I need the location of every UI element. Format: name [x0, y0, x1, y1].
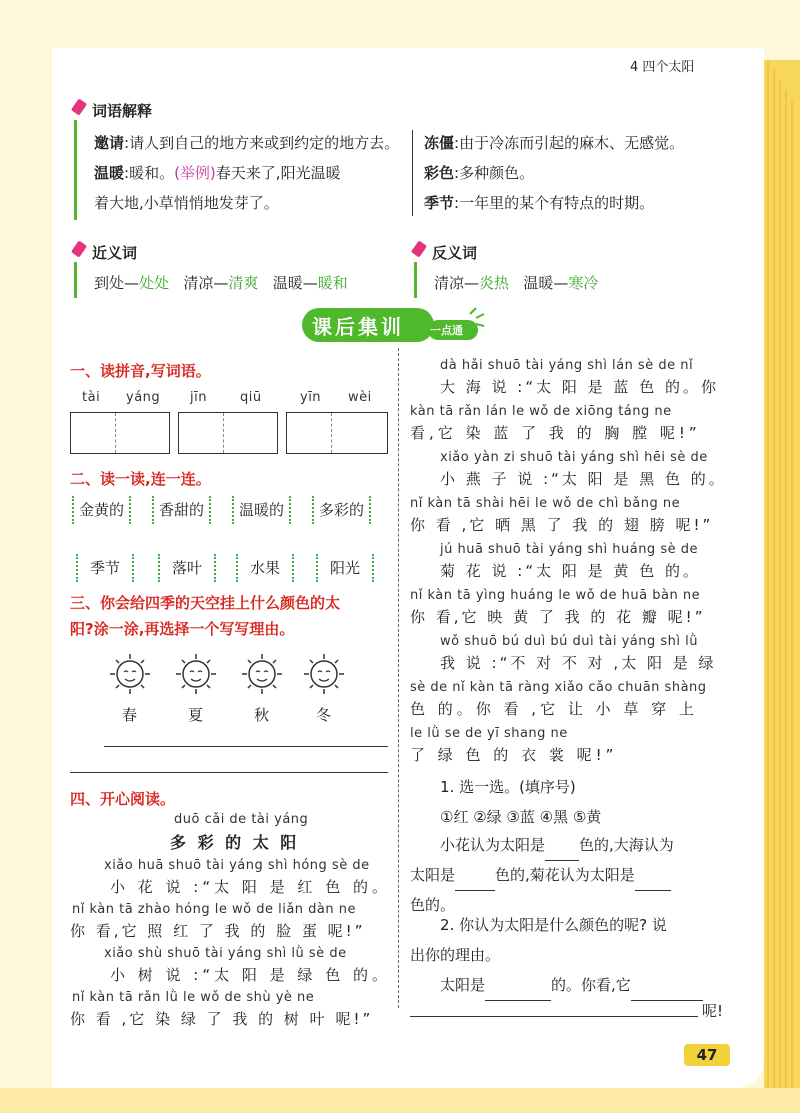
story-pinyin: nǐ kàn tā shài hēi le wǒ de chì bǎng ne [410, 496, 681, 511]
fill-line-2: 太阳是 色的,菊花认为太阳是 [410, 860, 671, 891]
story-line: 你 看 ,它 晒 黑 了 我 的 翅 膀 呢!” [410, 516, 714, 534]
sun-icon[interactable] [240, 652, 284, 696]
story-line: 色 的。你 看 ,它 让 小 草 穿 上 [410, 700, 698, 718]
vocab-wennuan-example: 着大地,小草悄悄地发芽了。 [94, 194, 279, 212]
exercise-1-title: 1. 选一选。(填序号) [440, 778, 576, 796]
story-line: 我 说 :“不 对 不 对 ,太 阳 是 绿 [440, 654, 717, 672]
synonyms-title: 近义词 [92, 244, 138, 262]
blank[interactable] [631, 970, 703, 1001]
fill-line-3: 色的。 [410, 896, 456, 914]
antonyms-title: 反义词 [432, 244, 478, 262]
q2-title: 二、读一读,连一连。 [70, 470, 211, 488]
story-line: 大 海 说 :“太 阳 是 蓝 色 的。你 [440, 378, 719, 396]
season-label: 冬 [316, 706, 332, 724]
story-pinyin: xiǎo shù shuō tài yáng shì lǜ sè de [104, 946, 347, 961]
story-pinyin: nǐ kàn tā yìng huáng le wǒ de huā bàn ne [410, 588, 701, 603]
story-pinyin: nǐ kàn tā rǎn lǜ le wǒ de shù yè ne [72, 990, 315, 1005]
q1-pinyin-3: jīn [190, 390, 207, 405]
story-pinyin: kàn tā rǎn lán le wǒ de xiōng táng ne [410, 404, 672, 419]
season-label: 夏 [188, 706, 204, 724]
story-pinyin: wǒ shuō bú duì bú duì tài yáng shì lǜ [440, 634, 698, 649]
match-word[interactable]: 季节 [76, 554, 134, 582]
blank[interactable] [455, 860, 495, 891]
answer-line-1: 太阳是 的。你看,它 [440, 970, 703, 1001]
banner-tag: 一点通 [430, 324, 463, 337]
exercise-2-title: 2. 你认为太阳是什么颜色的呢? 说 [440, 916, 667, 934]
fill-line-1: 小花认为太阳是 色的,大海认为 [440, 830, 674, 861]
antonym-pairs: 清凉—炎热 温暖—寒冷 [434, 274, 599, 292]
season-label: 春 [122, 706, 138, 724]
story-line: 看,它 染 蓝 了 我 的 胸 膛 呢!” [410, 424, 701, 442]
green-bar [74, 120, 77, 220]
q4-title: 四、开心阅读。 [70, 790, 176, 808]
q1-pinyin-2: yáng [126, 390, 161, 405]
story-line: 菊 花 说 :“太 阳 是 黄 色 的。 [440, 562, 701, 580]
sun-icon[interactable] [302, 652, 346, 696]
match-word[interactable]: 落叶 [158, 554, 216, 582]
story-pinyin: jú huā shuō tài yáng shì huáng sè de [440, 542, 698, 557]
q1-title: 一、读拼音,写词语。 [70, 362, 211, 380]
vocab-title: 词语解释 [92, 102, 153, 120]
q1-pinyin-6: wèi [348, 390, 372, 405]
banner-title: 课后集训 [312, 315, 404, 339]
vocab-jijie: 季节:一年里的某个有特点的时期。 [424, 194, 655, 212]
story-pinyin: xiǎo yàn zi shuō tài yáng shì hēi sè de [440, 450, 708, 465]
answer-line[interactable] [410, 1016, 698, 1017]
blank[interactable] [545, 830, 579, 861]
match-word[interactable]: 多彩的 [312, 496, 371, 524]
story-line: 小 燕 子 说 :“太 阳 是 黑 色 的。 [440, 470, 727, 488]
story-pinyin: dà hǎi shuō tài yáng shì lán sè de nǐ [440, 358, 694, 373]
chapter-title: 4 四个太阳 [630, 60, 695, 75]
section-divider [70, 772, 388, 773]
season-label: 秋 [254, 706, 270, 724]
page-number: 47 [684, 1044, 730, 1066]
green-bar [74, 262, 77, 298]
exercise-2-title-cont: 出你的理由。 [410, 946, 501, 964]
story-pinyin: le lǜ se de yī shang ne [410, 726, 568, 741]
writing-grid[interactable] [286, 412, 388, 454]
story-line: 小 树 说 :“太 阳 是 绿 色 的。 [110, 966, 391, 984]
story-pinyin: xiǎo huā shuō tài yáng shì hóng sè de [104, 858, 370, 873]
match-word[interactable]: 水果 [236, 554, 294, 582]
synonym-pairs: 到处—处处 清凉—清爽 温暖—暖和 [94, 274, 348, 292]
story-title: 多 彩 的 太 阳 [170, 833, 300, 852]
blank[interactable] [635, 860, 671, 891]
story-pinyin: sè de nǐ kàn tā ràng xiǎo cǎo chuān shàng [410, 680, 707, 695]
blank[interactable] [485, 970, 551, 1001]
story-title-pinyin: duō cǎi de tài yáng [174, 812, 309, 827]
vocab-yaoqing: 邀请:请人到自己的地方来或到约定的地方去。 [94, 134, 400, 152]
sun-icon[interactable] [174, 652, 218, 696]
writing-grid[interactable] [178, 412, 278, 454]
q3-title-line1: 三、你会给四季的天空挂上什么颜色的太 [70, 594, 341, 612]
story-line: 你 看,它 映 黄 了 我 的 花 瓣 呢!” [410, 608, 706, 626]
story-line: 你 看,它 照 红 了 我 的 脸 蛋 呢!” [70, 922, 366, 940]
q1-pinyin-4: qiū [240, 390, 262, 405]
q3-title-line2: 阳?涂一涂,再选择一个写写理由。 [70, 620, 295, 638]
story-line: 你 看 ,它 染 绿 了 我 的 树 叶 呢!” [70, 1010, 374, 1028]
answer-line[interactable] [104, 746, 388, 747]
sun-icon[interactable] [108, 652, 152, 696]
vocab-caise: 彩色:多种颜色。 [424, 164, 535, 182]
vocab-wennuan: 温暖:暖和。(举例)春天来了,阳光温暖 [94, 164, 341, 182]
match-word[interactable]: 香甜的 [152, 496, 211, 524]
writing-grid[interactable] [70, 412, 170, 454]
divider [412, 130, 413, 216]
match-word[interactable]: 金黄的 [72, 496, 131, 524]
q1-pinyin-5: yīn [300, 390, 322, 405]
story-pinyin: nǐ kàn tā zhào hóng le wǒ de liǎn dàn ne [72, 902, 356, 917]
q1-pinyin-1: tài [82, 390, 101, 405]
green-bar [414, 262, 417, 298]
column-divider [398, 348, 399, 1008]
exercise-1-options: ①红 ②绿 ③蓝 ④黑 ⑤黄 [440, 808, 602, 826]
story-line: 了 绿 色 的 衣 裳 呢!” [410, 746, 618, 764]
answer-end: 呢! [702, 1002, 724, 1020]
match-word[interactable]: 温暖的 [232, 496, 291, 524]
match-word[interactable]: 阳光 [316, 554, 374, 582]
story-line: 小 花 说 :“太 阳 是 红 色 的。 [110, 878, 391, 896]
vocab-dongjiang: 冻僵:由于冷冻而引起的麻木、无感觉。 [424, 134, 685, 152]
